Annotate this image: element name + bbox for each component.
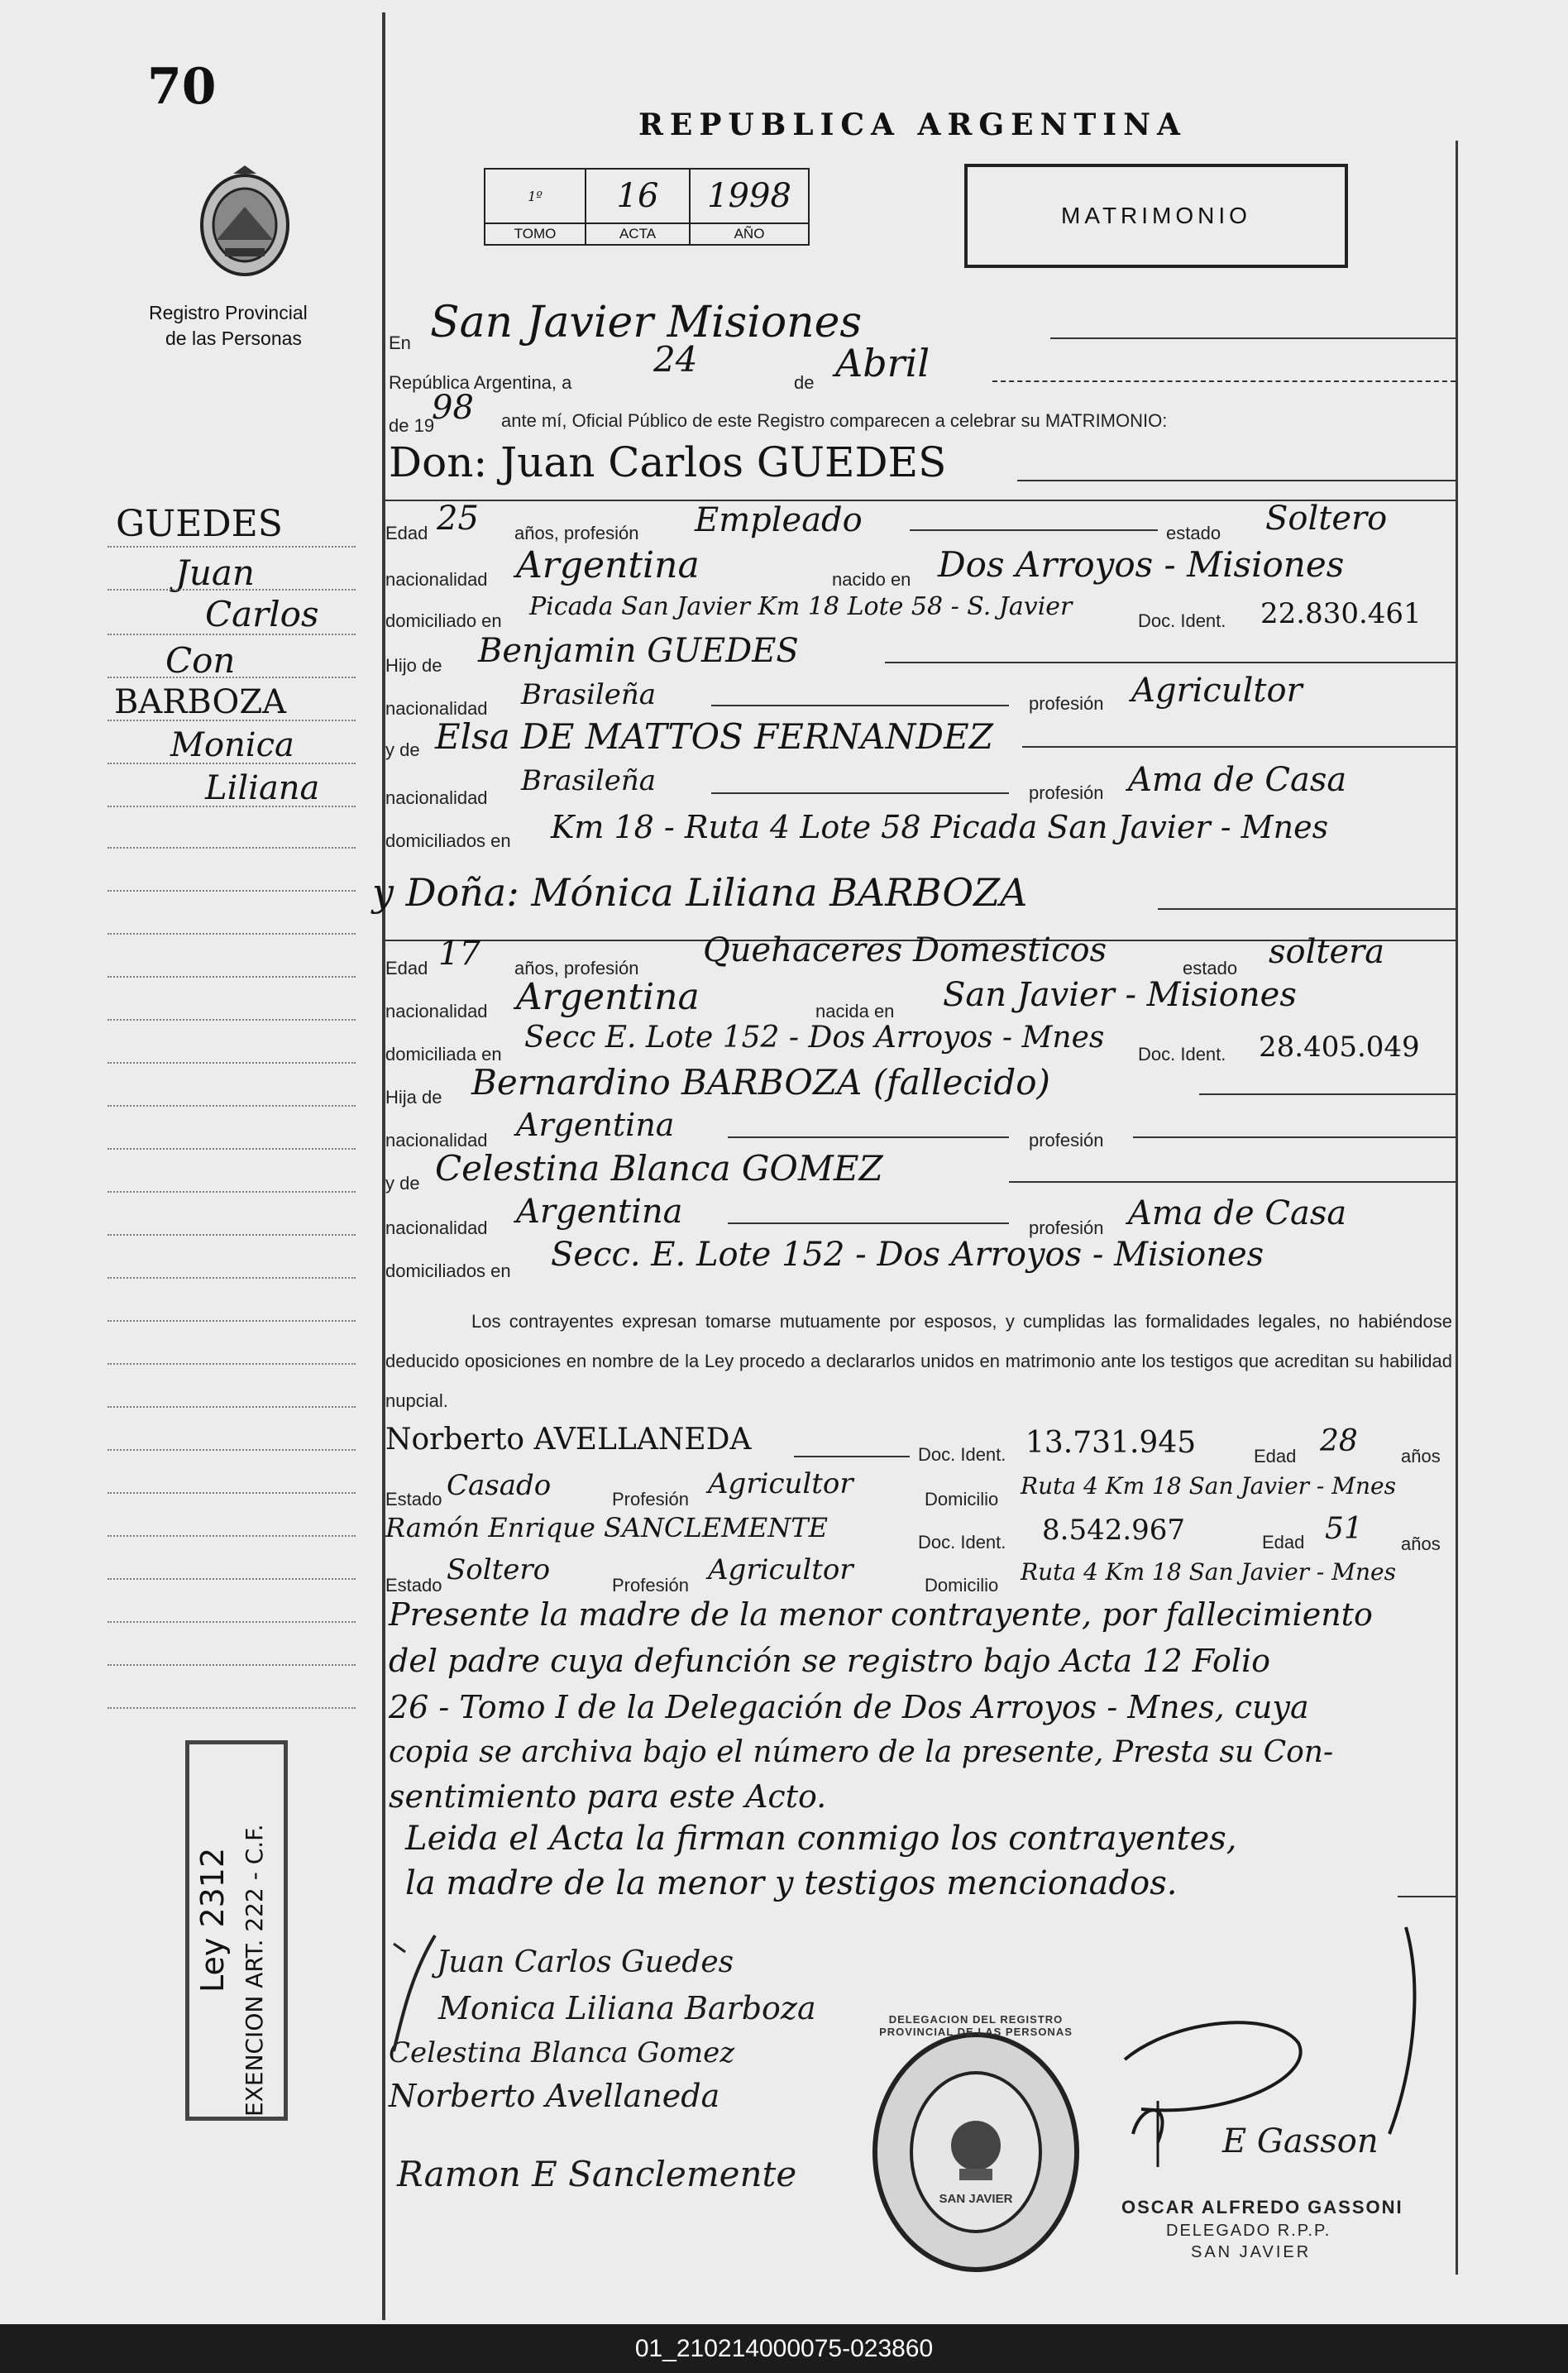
margin-rule: [108, 1578, 356, 1580]
bride-nacida-label: nacida en: [815, 1001, 895, 1021]
margin-rule: [108, 1535, 356, 1537]
witness1-doc-label: Doc. Ident.: [918, 1444, 1006, 1465]
bride-status: soltera: [1269, 933, 1385, 971]
registry-seal-icon: [868, 2028, 1083, 2276]
bride-age: 17: [438, 935, 480, 973]
bride-father-prof-line: [1133, 1136, 1456, 1138]
official-name: OSCAR ALFREDO GASSONI: [1121, 2197, 1403, 2218]
groom-father-nat: Brasileña: [521, 678, 656, 711]
witness1-status: Casado: [447, 1469, 552, 1502]
bride-father-nat-label: nacionalidad: [385, 1130, 488, 1151]
coat-of-arms-icon: [192, 165, 298, 281]
bride-father-label: Hija de: [385, 1087, 442, 1108]
official-title: DELEGADO R.P.P.: [1166, 2222, 1331, 2240]
intro-statement: ante mí, Oficial Público de este Registro comparecen a celebrar su MATRIMONIO:: [501, 410, 1168, 431]
witness2-anos-label: años: [1401, 1533, 1441, 1554]
day: 24: [653, 339, 698, 380]
margin-rule: [108, 546, 356, 548]
bride-mother: Celestina Blanca GOMEZ: [435, 1148, 883, 1189]
margin-rule: [108, 1707, 356, 1709]
bride-mother-nat-label: nacionalidad: [385, 1218, 488, 1238]
registry-line1: Registro Provincial: [149, 302, 308, 323]
groom-nat-label: nacionalidad: [385, 569, 488, 590]
groom-birthplace: Dos Arroyos - Misiones: [938, 544, 1345, 585]
groom-parents-addr: Km 18 - Ruta 4 Lote 58 Picada San Javier - Mnes: [551, 809, 1329, 845]
margin-rule: [108, 1621, 356, 1623]
margin-rule: [108, 1062, 356, 1064]
margin-rule: [108, 1406, 356, 1408]
margin-rule: [108, 806, 356, 807]
witness2-doc-label: Doc. Ident.: [918, 1532, 1006, 1552]
bride-father-line: [1199, 1093, 1456, 1095]
margin-rule: [108, 1449, 356, 1451]
seal-center-text: SAN JAVIER: [939, 2192, 1013, 2206]
witness1-address: Ruta 4 Km 18 San Javier - Mnes: [1021, 1472, 1396, 1500]
groom-father-nat-label: nacionalidad: [385, 698, 488, 719]
act-type-label: MATRIMONIO: [1061, 203, 1251, 228]
witness1-estado-label: Estado: [385, 1489, 442, 1509]
official-place: SAN JAVIER: [1191, 2243, 1312, 2261]
bride-nat-label: nacionalidad: [385, 1001, 488, 1021]
place: San Javier Misiones: [430, 298, 863, 347]
groom-estado-label: estado: [1166, 523, 1221, 543]
margin-note-5: BARBOZA: [114, 683, 287, 721]
bride-anos-profesion-label: años, profesión: [514, 958, 639, 978]
margin-rule: [108, 677, 356, 678]
bride-father-prof-label: profesión: [1029, 1130, 1104, 1151]
margin-rule: [108, 1148, 356, 1150]
witness2-name: Ramón Enrique SANCLEMENTE: [385, 1512, 828, 1543]
margin-rule: [108, 1019, 356, 1021]
seal-ring-text: DELEGACION DEL REGISTRO PROVINCIAL DE LAS PERSONAS: [879, 2013, 1073, 2038]
bride-mother-line: [1009, 1181, 1456, 1183]
groom-mother: Elsa DE MATTOS FERNANDEZ: [435, 716, 993, 757]
margin-rule: [108, 720, 356, 721]
note-line-5: sentimiento para este Acto.: [389, 1778, 827, 1815]
margin-note-1: GUEDES: [116, 503, 283, 545]
margin-rule: [108, 847, 356, 849]
bride-nationality: Argentina: [516, 976, 700, 1018]
bride-mother-nat-line: [728, 1222, 1009, 1224]
groom-father-prof-label: profesión: [1029, 693, 1104, 714]
groom-mother-label: y de: [385, 739, 420, 760]
bride-father: Bernardino BARBOZA (fallecido): [471, 1062, 1050, 1103]
bride-profession: Quehaceres Domesticos: [703, 931, 1107, 969]
registry-line2: de las Personas: [165, 328, 302, 349]
official-signature: E Gasson: [1222, 2122, 1379, 2160]
witness1-doc: 13.731.945: [1025, 1426, 1197, 1460]
note-line-6: Leida el Acta la firman conmigo los contrayentes,: [405, 1820, 1237, 1858]
groom-address: Picada San Javier Km 18 Lote 58 - S. Javier: [529, 592, 1073, 621]
bride-doc: 28.405.049: [1259, 1031, 1420, 1064]
bride-doc-label: Doc. Ident.: [1138, 1044, 1226, 1065]
groom-father-label: Hijo de: [385, 655, 442, 676]
margin-rule: [108, 890, 356, 892]
groom-father-line: [885, 662, 1456, 663]
bride-mother-label: y de: [385, 1173, 420, 1194]
margin-rule: [108, 1664, 356, 1666]
bride-mother-prof-label: profesión: [1029, 1218, 1104, 1238]
year-prefix: de 19: [389, 415, 435, 436]
witness1-edad-label: Edad: [1254, 1446, 1297, 1466]
en-label: En: [389, 333, 411, 353]
bride-birthplace: San Javier - Misiones: [943, 976, 1297, 1014]
bride-name: y Doña: Mónica Liliana BARBOZA: [372, 870, 1028, 915]
ano-label: AÑO: [690, 223, 809, 245]
register-ref-box: [484, 168, 810, 246]
groom-parents-addr-label: domiciliados en: [385, 830, 511, 851]
signature-flourish: [385, 1927, 485, 2060]
law-stamp-line1: Ley 2312: [194, 1847, 231, 1993]
groom-father: Benjamin GUEDES: [478, 632, 799, 670]
groom-nationality: Argentina: [516, 544, 700, 586]
bride-father-nat-line: [728, 1136, 1009, 1138]
groom-dom-label: domiciliado en: [385, 610, 502, 631]
margin-rule: [108, 933, 356, 935]
signature-witness1: Norberto Avellaneda: [389, 2078, 720, 2114]
witness1-name: Norberto AVELLANEDA: [385, 1423, 752, 1457]
notes-end-line: [1398, 1896, 1456, 1897]
note-line-4: copia se archiva bajo el número de la presente, Presta su Con-: [389, 1735, 1334, 1769]
groom-status: Soltero: [1265, 500, 1388, 538]
ano-value: 1998: [690, 169, 809, 223]
witness2-age: 51: [1325, 1512, 1363, 1546]
groom-mother-nat-line: [711, 792, 1009, 794]
month: Abril: [835, 341, 930, 385]
witness1-anos-label: años: [1401, 1446, 1441, 1466]
bride-parents-addr: Secc. E. Lote 152 - Dos Arroyos - Misiones: [551, 1236, 1264, 1274]
margin-note-2: Juan: [175, 553, 255, 593]
margin-rule: [108, 1277, 356, 1279]
note-line-2: del padre cuya defunción se registro bajo Acta 12 Folio: [389, 1643, 1271, 1679]
witness2-prof-label: Profesión: [612, 1575, 689, 1596]
witness1-prof-label: Profesión: [612, 1489, 689, 1509]
bride-estado-label: estado: [1183, 958, 1238, 978]
witness2-edad-label: Edad: [1262, 1532, 1305, 1552]
tomo-value: 1º: [485, 169, 586, 223]
signature-bride: Monica Liliana Barboza: [438, 1990, 816, 2026]
margin-note-4: Con: [165, 640, 236, 681]
witness1-profession: Agricultor: [708, 1467, 853, 1500]
republica-label: República Argentina, a: [389, 372, 572, 393]
groom-edad-label: Edad: [385, 523, 428, 543]
act-type-box: [964, 164, 1348, 268]
witness2-estado-label: Estado: [385, 1575, 442, 1596]
witness2-profession: Agricultor: [708, 1553, 853, 1586]
margin-rule: [108, 1105, 356, 1107]
signature-witness2: Ramon E Sanclemente: [397, 2154, 797, 2194]
witness2-doc: 8.542.967: [1042, 1514, 1186, 1547]
year-suffix: 98: [432, 389, 474, 427]
groom-mother-nat: Brasileña: [521, 764, 656, 797]
signature-mother: Celestina Blanca Gomez: [389, 2036, 735, 2069]
groom-mother-prof: Ama de Casa: [1128, 761, 1347, 799]
groom-father-prof: Agricultor: [1131, 672, 1303, 710]
margin-rule: [108, 1363, 356, 1365]
bride-father-nat: Argentina: [516, 1107, 675, 1143]
groom-mother-prof-label: profesión: [1029, 782, 1104, 803]
bride-address: Secc E. Lote 152 - Dos Arroyos - Mnes: [524, 1021, 1105, 1055]
law-stamp: [185, 1740, 288, 2121]
bride-dom-label: domiciliada en: [385, 1044, 502, 1065]
bride-parents-addr-label: domiciliados en: [385, 1261, 511, 1281]
margin-rule: [108, 1191, 356, 1193]
groom-name: Don: Juan Carlos GUEDES: [389, 438, 947, 486]
acta-label: ACTA: [586, 223, 690, 245]
groom-anos-profesion-label: años, profesión: [514, 523, 639, 543]
margin-note-6: Monica: [170, 726, 294, 764]
margin-rule: [108, 1320, 356, 1322]
note-line-3: 26 - Tomo I de la Delegación de Dos Arroyos - Mnes, cuya: [389, 1689, 1309, 1725]
groom-doc-label: Doc. Ident.: [1138, 610, 1226, 631]
witness1-name-line: [794, 1456, 910, 1457]
note-line-7: la madre de la menor y testigos mencionados.: [405, 1864, 1178, 1902]
groom-doc: 22.830.461: [1260, 597, 1422, 630]
declaration-text: Los contrayentes expresan tomarse mutuamente por esposos, y cumplidas las formalidades legales, no habiéndose deducido oposiciones en nombre de la Ley procedo a declararlos unidos en matrimonio ante los testigos que acreditan su habilidad nupcial.: [385, 1311, 1452, 1411]
bride-mother-nat: Argentina: [516, 1193, 683, 1231]
law-stamp-line2: EXENCION ART. 222 - C.F.: [241, 1824, 268, 2117]
country-title: REPUBLICA ARGENTINA: [638, 108, 1187, 142]
bride-name-line: [1158, 908, 1456, 910]
acta-value: 16: [586, 169, 690, 223]
witness1-dom-label: Domicilio: [925, 1489, 999, 1509]
bride-edad-label: Edad: [385, 958, 428, 978]
margin-rule: [108, 1492, 356, 1494]
groom-profession-line: [910, 529, 1158, 531]
bride-mother-prof: Ama de Casa: [1128, 1194, 1347, 1232]
margin-rule: [108, 634, 356, 635]
margin-rule: [108, 763, 356, 764]
margin-rule: [108, 589, 356, 591]
witness2-dom-label: Domicilio: [925, 1575, 999, 1596]
groom-nacido-label: nacido en: [832, 569, 911, 590]
groom-mother-nat-label: nacionalidad: [385, 787, 488, 808]
tomo-label: TOMO: [485, 223, 586, 245]
signature-groom: Juan Carlos Guedes: [437, 1945, 734, 1979]
folio-number: 70: [147, 58, 217, 116]
margin-note-7: Liliana: [205, 769, 320, 807]
groom-mother-line: [1022, 746, 1456, 748]
groom-father-nat-line: [711, 705, 1009, 706]
margin-note-3: Carlos: [205, 594, 319, 634]
right-border-line: [1456, 141, 1458, 2275]
groom-age: 25: [437, 500, 479, 538]
witness1-age: 28: [1320, 1424, 1358, 1458]
margin-rule: [108, 1234, 356, 1236]
place-line: [1050, 337, 1456, 339]
groom-profession: Empleado: [695, 501, 863, 539]
note-line-1: Presente la madre de la menor contrayente, por fallecimiento: [389, 1596, 1373, 1633]
footer-filename: 01_210214000075-023860: [0, 2324, 1568, 2373]
groom-name-line: [1017, 480, 1456, 481]
month-line: [992, 380, 1456, 382]
margin-rule: [108, 976, 356, 978]
de-label: de: [794, 372, 815, 393]
witness2-status: Soltero: [447, 1553, 551, 1586]
witness2-address: Ruta 4 Km 18 San Javier - Mnes: [1021, 1558, 1396, 1586]
